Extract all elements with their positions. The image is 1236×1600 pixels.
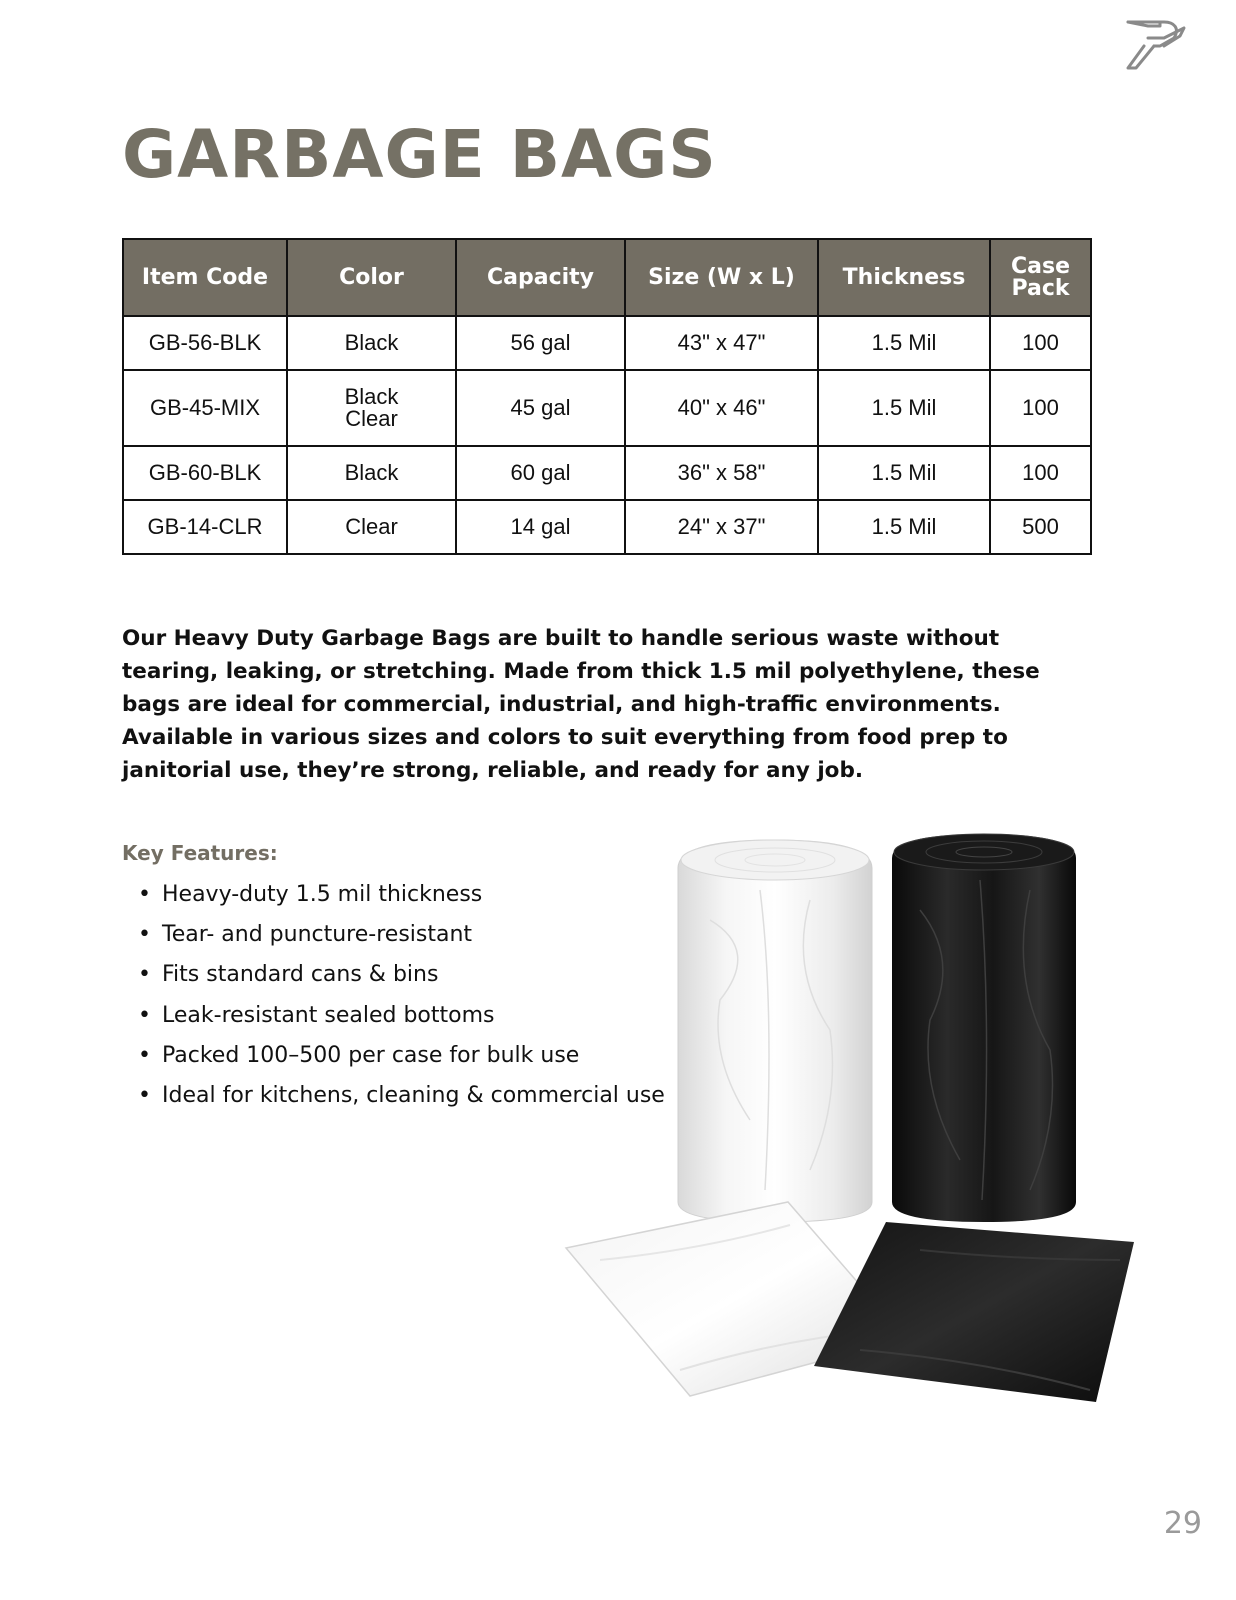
cell-item-code: GB-56-BLK — [123, 316, 287, 370]
table-row — [123, 370, 1091, 446]
cell-capacity: 56 gal — [456, 316, 625, 370]
brand-logo-icon — [1124, 16, 1188, 72]
page-title: GARBAGE BAGS — [122, 116, 717, 193]
cell-item-code: GB-60-BLK — [123, 446, 287, 500]
cell-color-line1: Black — [344, 384, 399, 409]
header-capacity: Capacity — [456, 239, 625, 316]
cell-thickness: 1.5 Mil — [818, 370, 990, 446]
table-row — [123, 446, 1091, 500]
list-item: • Packed 100–500 per case for bulk use — [122, 1037, 665, 1077]
header-color: Color — [287, 239, 456, 316]
cell-size: 36" x 58" — [625, 446, 818, 500]
header-case-pack-line2: Pack — [1011, 275, 1070, 301]
list-item: • Tear- and puncture-resistant — [122, 916, 665, 956]
cell-color: Clear — [287, 500, 456, 554]
garbage-bags-product-image — [560, 830, 1150, 1410]
cell-thickness: 1.5 Mil — [818, 446, 990, 500]
cell-color: Black — [287, 446, 456, 500]
table-header-row — [123, 239, 1091, 316]
cell-case-pack: 500 — [990, 500, 1091, 554]
list-item: • Heavy-duty 1.5 mil thickness — [122, 876, 665, 916]
cell-color — [287, 370, 456, 446]
cell-thickness: 1.5 Mil — [818, 500, 990, 554]
header-case-pack-line1: Case — [1010, 253, 1070, 279]
cell-item-code: GB-45-MIX — [123, 370, 287, 446]
key-features-heading: Key Features: — [122, 841, 278, 865]
table-row — [123, 316, 1091, 370]
header-size: Size (W x L) — [625, 239, 818, 316]
cell-color-line2: Clear — [345, 406, 398, 431]
specification-table — [122, 238, 1092, 555]
cell-case-pack: 100 — [990, 446, 1091, 500]
cell-capacity: 14 gal — [456, 500, 625, 554]
cell-case-pack: 100 — [990, 370, 1091, 446]
page-number: 29 — [1163, 1506, 1202, 1541]
cell-size: 40" x 46" — [625, 370, 818, 446]
cell-case-pack: 100 — [990, 316, 1091, 370]
cell-size: 24" x 37" — [625, 500, 818, 554]
cell-capacity: 60 gal — [456, 446, 625, 500]
cell-capacity: 45 gal — [456, 370, 625, 446]
cell-item-code: GB-14-CLR — [123, 500, 287, 554]
header-item-code: Item Code — [123, 239, 287, 316]
list-item: • Leak-resistant sealed bottoms — [122, 997, 665, 1037]
header-thickness: Thickness — [818, 239, 990, 316]
cell-thickness: 1.5 Mil — [818, 316, 990, 370]
list-item: • Fits standard cans & bins — [122, 956, 665, 996]
product-description: Our Heavy Duty Garbage Bags are built to handle serious waste without tearing, leaking, or stretching. Made from thick 1.5 mil polyethylene, these bags are ideal for commercial, industrial, and high-traffic environments. Available in various sizes and colors to suit everything from food prep to janitorial use, they’re strong, reliable, and ready for any job. — [122, 626, 1040, 783]
cell-color: Black — [287, 316, 456, 370]
list-item: • Ideal for kitchens, cleaning & commercial use — [122, 1077, 665, 1117]
cell-size: 43" x 47" — [625, 316, 818, 370]
table-row — [123, 500, 1091, 554]
header-case-pack — [990, 239, 1091, 316]
